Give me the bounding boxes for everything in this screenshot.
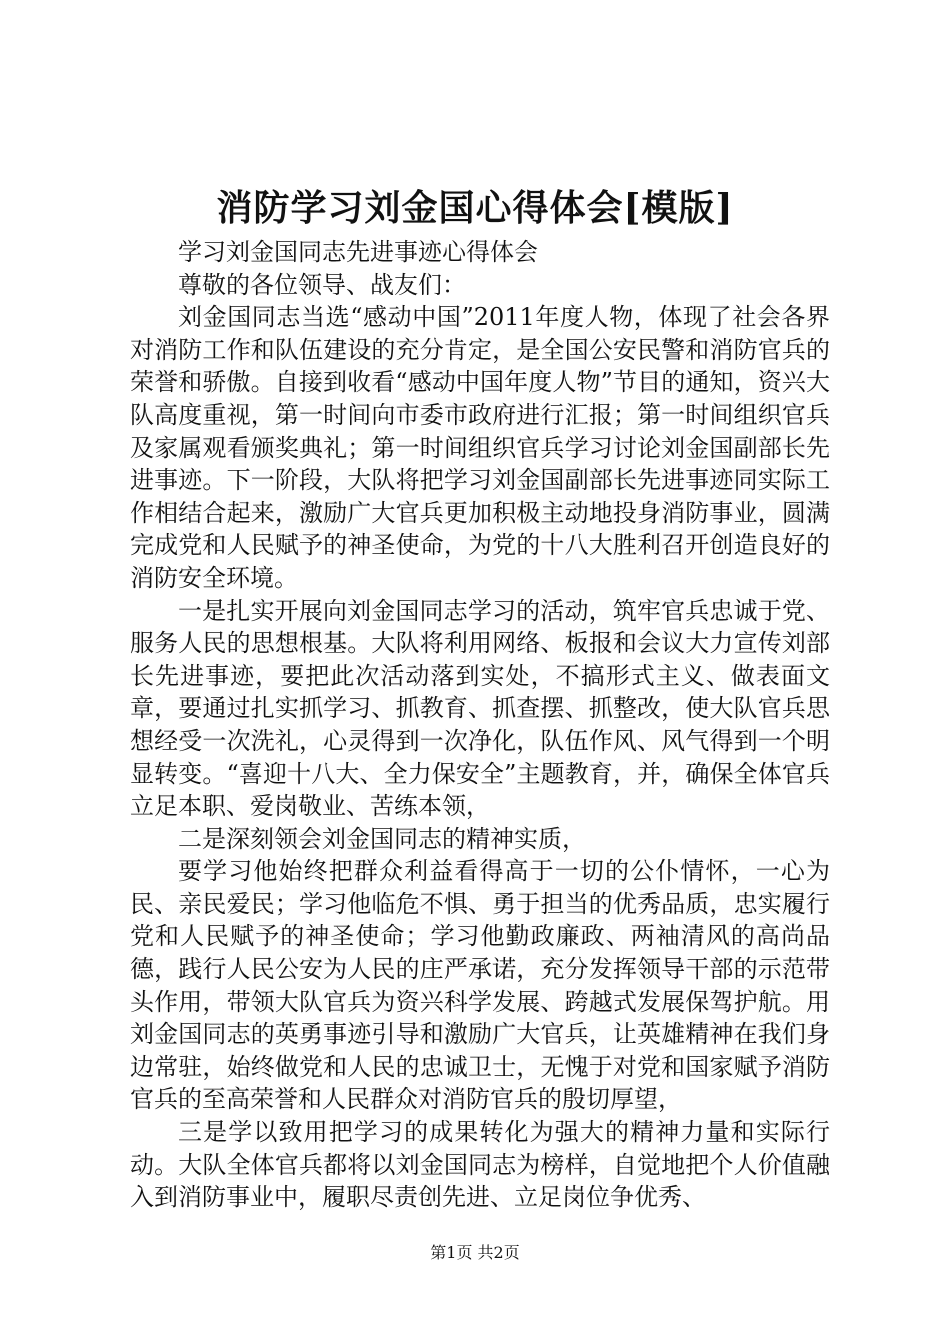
paragraph-intro: 刘金国同志当选“感动中国”2011年度人物，体现了社会各界对消防工作和队伍建设的充分肯定，是全国公安民警和消防官兵的荣誉和骄傲。自接到收看“感动中国年度人物”节目的通知，资兴大队高度重视，第一时间向市委市政府进行汇报；第一时间组织官兵及家属观看颁奖典礼；第一时间组织官兵学习讨论刘金国副部长先进事迹。下一阶段，大队将把学习刘金国副部长先进事迹同实际工作相结合起来，激励广大官兵更加积极主动地投身消防事业，圆满完成党和人民赋予的神圣使命，为党的十八大胜利召开创造良好的消防安全环境。 — [130, 303, 830, 592]
document-title: 消防学习刘金国心得体会[模版] — [216, 187, 734, 229]
page-number-footer: 第1页 共2页 — [430, 1243, 520, 1262]
paragraph-point-three: 三是学以致用把学习的成果转化为强大的精神力量和实际行动。大队全体官兵都将以刘金国同志为榜样，自觉地把个人价值融入到消防事业中，履职尽责创先进、立足岗位争优秀、 — [130, 1118, 830, 1212]
paragraph-point-two-body: 要学习他始终把群众利益看得高于一切的公仆情怀，一心为民、亲民爱民；学习他临危不惧、勇于担当的优秀品质，忠实履行党和人民赋予的神圣使命；学习他勤政廉政、两袖清风的高尚品德，践行人民公安为人民的庄严承诺，充分发挥领导干部的示范带头作用，带领大队官兵为资兴科学发展、跨越式发展保驾护航。用刘金国同志的英勇事迹引导和激励广大官兵，让英雄精神在我们身边常驻，始终做党和人民的忠诚卫士，无愧于对党和国家赋予消防官兵的至高荣誉和人民群众对消防官兵的殷切厚望， — [130, 857, 830, 1114]
paragraph-point-one: 一是扎实开展向刘金国同志学习的活动，筑牢官兵忠诚于党、服务人民的思想根基。大队将利用网络、板报和会议大力宣传刘部长先进事迹，要把此次活动落到实处，不搞形式主义、做表面文章，要通过扎实抓学习、抓教育、抓查摆、抓整改，使大队官兵思想经受一次洗礼，心灵得到一次净化，队伍作风、风气得到一个明显转变。“喜迎十八大、全力保安全”主题教育，并，确保全体官兵立足本职、爱岗敬业、苦练本领， — [130, 596, 830, 821]
paragraph-salutation: 尊敬的各位领导、战友们： — [178, 270, 466, 299]
paragraph-point-two-heading: 二是深刻领会刘金国同志的精神实质， — [178, 824, 586, 853]
document-body — [130, 236, 830, 1214]
paragraph-subtitle: 学习刘金国同志先进事迹心得体会 — [178, 238, 538, 266]
